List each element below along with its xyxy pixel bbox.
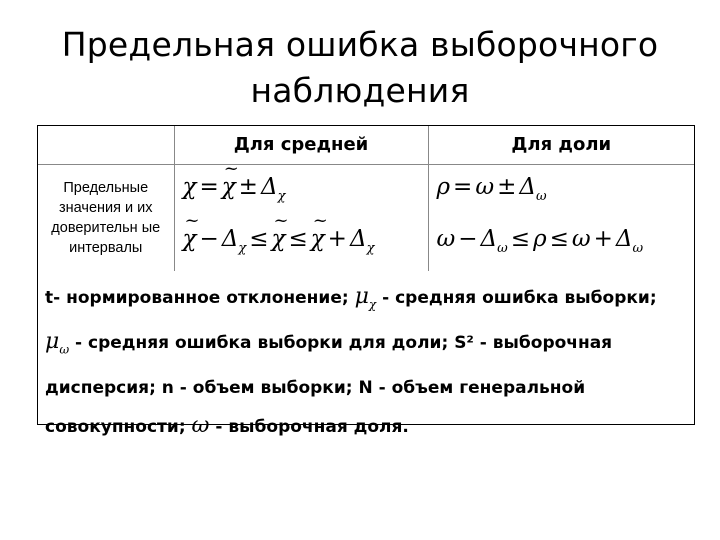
header-share: Для доли	[428, 126, 694, 164]
formula-grid	[38, 126, 694, 271]
slide-title: Предельная ошибка выборочного наблюдения	[61, 25, 659, 110]
row-label: Предельные значения и их доверительн ые интервалы	[38, 164, 174, 271]
mu-omega-symbol: $\mu_\omega$	[45, 329, 70, 357]
mu-chi-symbol: $\mu_\chi$	[354, 284, 377, 312]
omega-symbol: ω	[191, 412, 210, 438]
legend-omega: - выборочная доля.	[215, 416, 409, 437]
mean-formula-2: ~ $\chi - \Delta_\chi$ ≤~ χ ≤~ $\chi + \Delta_\chi$	[175, 218, 428, 270]
corner-cell	[38, 126, 174, 164]
legend-t: t- нормированное отклонение;	[45, 288, 349, 308]
legend-mu-chi: - средняя ошибка выборки;	[382, 288, 657, 308]
legend-text	[45, 278, 685, 446]
mean-formulas-cell	[174, 164, 428, 271]
mean-formula-1: χ =~ $\chi \pm \Delta_\chi$	[175, 166, 428, 218]
share-formula-1: $\rho = \omega \pm \Delta_\omega$	[436, 173, 547, 204]
header-mean: Для средней	[174, 126, 428, 164]
legend-s2: S² - выборочная дисперсия; n - объем выборки; N - объем генеральной совокупности;	[45, 333, 613, 437]
legend-mu-omega: - средняя ошибка выборки для доли;	[75, 333, 449, 354]
share-formulas-cell	[428, 164, 694, 271]
share-formula-2: $\omega - \Delta_\omega \le \rho \le \omega + \Delta_\omega$	[436, 225, 644, 256]
